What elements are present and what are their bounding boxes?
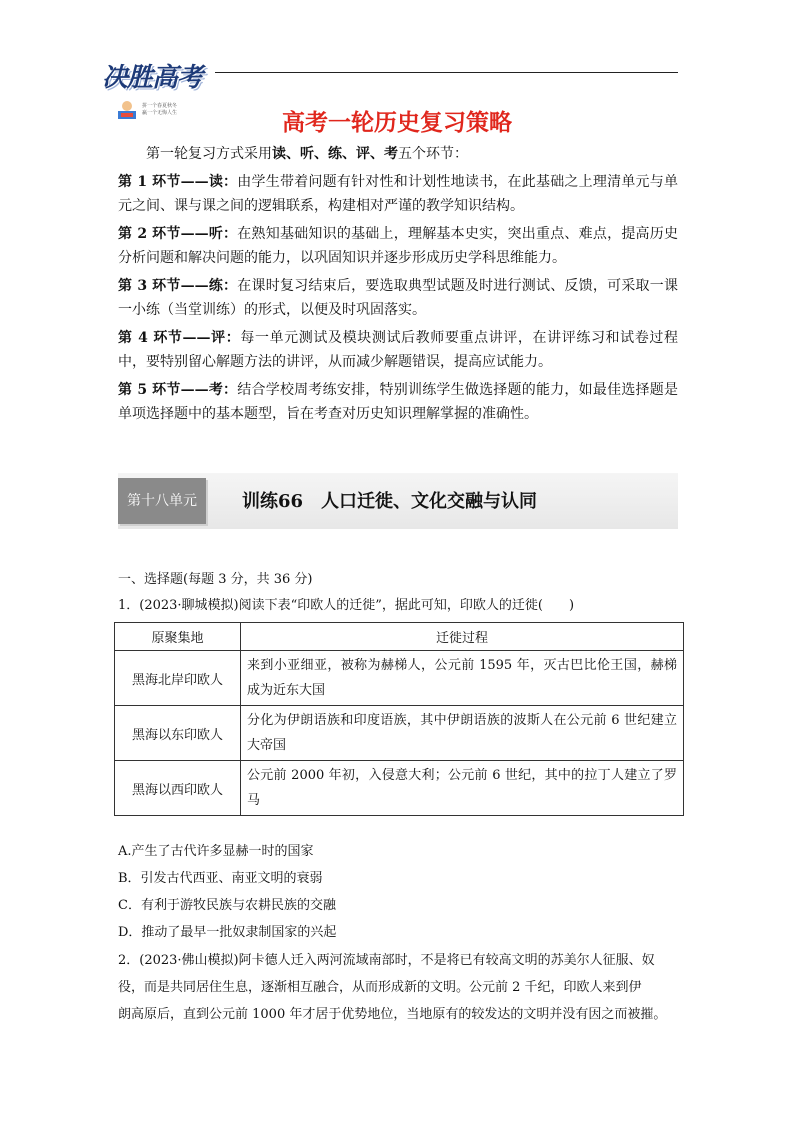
step-text: 由学生带着问题有针对性和计划性地读书，在此基础之上理清单元与单元之间、课与课之间的逻辑联系，构建相对严谨的教学知识结构。 [118, 174, 678, 214]
header-rule [215, 72, 678, 73]
intro-step-3 [118, 274, 678, 322]
step-text: 结合学校周考练安排，特别训练学生做选择题的能力，如最佳选择题是单项选择题中的基本题型，旨在考查对历史知识理解掌握的准确性。 [118, 382, 678, 422]
table-cell-place: 黑海以西印欧人 [115, 761, 241, 816]
table-cell-process: 来到小亚细亚，被称为赫梯人，公元前 1595 年，灭古巴比伦王国，赫梯成为近东大国 [241, 651, 684, 706]
question-2-line: 2．(2023·佛山模拟)阿卡德人迁入两河流域南部时，不是将已有较高文明的苏美尔人征服、奴 [118, 953, 655, 968]
table-cell-place: 黑海北岸印欧人 [115, 651, 241, 706]
page-title: 高考一轮历史复习策略 [282, 110, 512, 136]
intro-lead-post: 五个环节： [398, 146, 468, 162]
question-2-line: 役，而是共同居住生息，逐渐相互融合，从而形成新的文明。公元前 2 千纪，印欧人来到伊 [118, 980, 642, 995]
intro-step-4 [118, 326, 678, 374]
step-text: 在熟知基础知识的基础上，理解基本史实，突出重点、难点，提高历史分析问题和解决问题的能力，以巩固知识并逐步形成历史学科思维能力。 [118, 226, 678, 266]
option-c[interactable]: C．有利于游牧民族与农耕民族的交融 [118, 898, 336, 913]
step-label: 第 1 环节——读： [118, 174, 238, 190]
intro-step-2 [118, 222, 678, 270]
logo-text: 决胜高考 [102, 63, 203, 93]
step-label: 第 3 环节——练： [118, 278, 238, 294]
logo-slogan-line-1: 拼一个春夏秋冬 [142, 103, 178, 109]
section-heading: 一、选择题(每题 3 分，共 36 分) [118, 572, 313, 587]
question-2-stem [118, 947, 680, 1028]
unit-label: 第十八单元 [118, 478, 206, 524]
question-1-stem: 1．(2023·聊城模拟)阅读下表“印欧人的迁徙”，据此可知，印欧人的迁徙( ) [118, 598, 575, 613]
step-text: 在课时复习结束后，要选取典型试题及时进行测试、反馈，可采取一课一小练（当堂训练）的形式，以便及时巩固落实。 [118, 278, 678, 318]
unit-title: 训练66 人口迁徙、文化交融与认同 [242, 491, 538, 512]
intro-step-5 [118, 378, 678, 426]
table-cell-process: 分化为伊朗语族和印度语族，其中伊朗语族的波斯人在公元前 6 世纪建立大帝国 [241, 706, 684, 761]
step-label: 第 2 环节——听： [118, 226, 238, 242]
option-a[interactable]: A.产生了古代许多显赫一时的国家 [118, 844, 314, 859]
table-header-row [115, 623, 684, 651]
table-row [115, 706, 684, 761]
table-header: 迁徙过程 [241, 623, 684, 651]
intro-lead-bold: 读、听、练、评、考 [272, 146, 398, 162]
table-header: 原聚集地 [115, 623, 241, 651]
table-row [115, 651, 684, 706]
table-cell-place: 黑海以东印欧人 [115, 706, 241, 761]
step-label: 第 5 环节——考： [118, 382, 238, 398]
option-b[interactable]: B．引发古代西亚、南亚文明的衰弱 [118, 871, 323, 886]
logo-slogan-line-2: 赢一个无悔人生 [142, 110, 178, 116]
step-text: 每一单元测试及模块测试后教师要重点讲评，在讲评练习和试卷过程中，要特别留心解题方法的讲评，从而减少解题错误，提高应试能力。 [118, 330, 678, 370]
intro-section [118, 142, 678, 430]
question-2-line: 朗高原后，直到公元前 1000 年才居于优势地位，当地原有的较发达的文明并没有因之而被摧。 [118, 1007, 667, 1022]
question-1-options [118, 838, 336, 946]
intro-lead [118, 142, 678, 166]
step-label: 第 4 环节——评： [118, 330, 241, 346]
intro-step-1 [118, 170, 678, 218]
intro-lead-pre: 第一轮复习方式采用 [146, 146, 272, 162]
table-row [115, 761, 684, 816]
option-d[interactable]: D．推动了最早一批奴隶制国家的兴起 [118, 925, 337, 940]
table-cell-process: 公元前 2000 年初，入侵意大利；公元前 6 世纪，其中的拉丁人建立了罗马 [241, 761, 684, 816]
migration-table [114, 622, 684, 816]
